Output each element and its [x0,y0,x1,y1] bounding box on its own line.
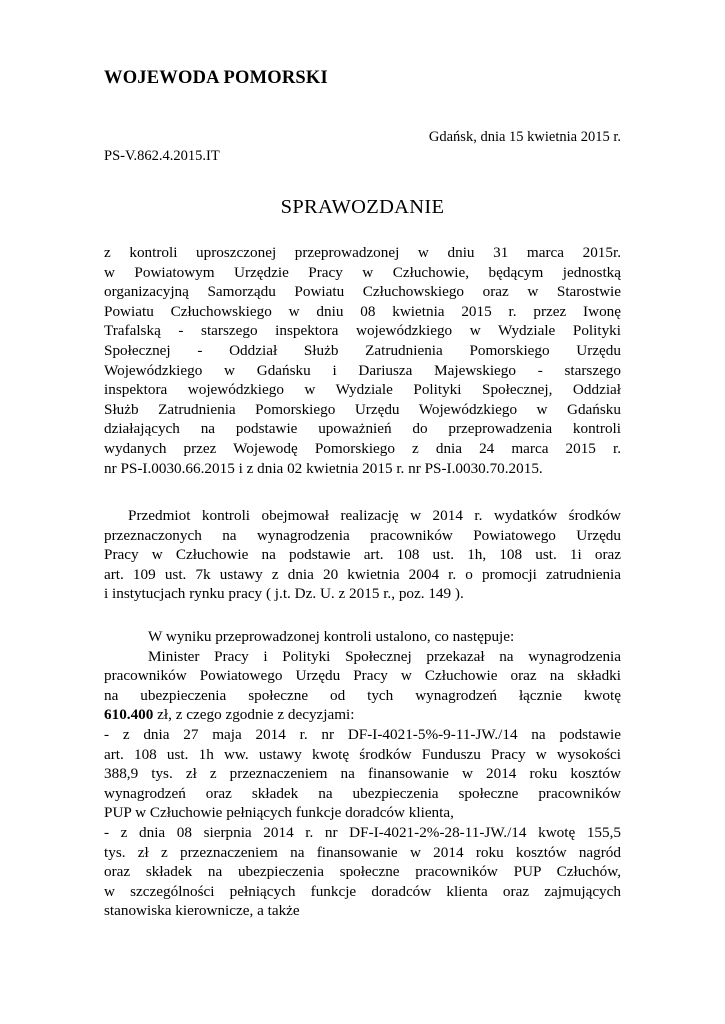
text-line: z kontroli uproszczonej przeprowadzonej w dniu 31 marca 2015r. [104,244,621,261]
amount-line [104,705,621,725]
text-line: organizacyjną Samorządu Powiatu Człuchowskiego oraz w Starostwie [104,283,621,301]
text-line: stanowiska kierownicze, a także [104,902,300,920]
text-line: - z dnia 08 sierpnia 2014 r. nr DF-I-4021-2%-28-11-JW./14 kwotę 155,5 [104,823,621,841]
text-line: przeznaczonych na wynagrodzenia pracowników Powiatowego Urzędu [104,526,621,544]
text-line: art. 109 ust. 7k ustawy z dnia 20 kwietnia 2004 r. o promocji zatrudnienia [104,565,621,583]
text-line: Społecznej - Oddział Służb Zatrudnienia Pomorskiego Urzędu [104,341,621,359]
text-line: w Powiatowym Urzędzie Pracy w Człuchowie, będącym jednostką [104,263,621,281]
text-line: tys. zł z przeznaczeniem na finansowanie w 2014 roku kosztów nagród [104,843,621,861]
text-line: działających na podstawie upoważnień do przeprowadzenia kontroli [104,420,621,438]
paragraph-findings [104,627,621,921]
text-line: pracowników Powiatowego Urzędu Pracy w Człuchowie oraz na składki [104,667,621,685]
text-line: wynagrodzeń oraz składek na ubezpieczenia społeczne pracowników [104,784,621,802]
text-line: Przedmiot kontroli obejmował realizację w 2014 r. wydatków środków [128,507,621,524]
text-line: art. 108 ust. 1h ww. ustawy kwotę środków Funduszu Pracy w wysokości [104,745,621,763]
text-line: - z dnia 27 maja 2014 r. nr DF-I-4021-5%-9-11-JW./14 na podstawie [104,725,621,743]
text-line: Powiatu Człuchowskiego w dniu 08 kwietnia 2015 r. przez Iwonę [104,302,621,320]
amount-suffix: zł, z czego zgodnie z decyzjami: [153,706,355,724]
text-line: nr PS-I.0030.66.2015 i z dnia 02 kwietnia 2015 r. nr PS-I.0030.70.2015. [104,459,543,477]
reference-number: PS-V.862.4.2015.IT [104,148,220,164]
text-line: w szczególności pełniących funkcje doradców klienta oraz zajmujących [104,882,621,900]
text-line: Służb Zatrudnienia Pomorskiego Urzędu Wojewódzkiego w Gdańsku [104,400,621,418]
text-line: oraz składek na ubezpieczenia społeczne pracowników PUP Człuchów, [104,863,621,881]
findings-intro: W wyniku przeprowadzonej kontroli ustalono, co następuje: [148,628,515,645]
paragraph-scope [104,243,621,478]
text-line: PUP w Człuchowie pełniących funkcje doradców klienta, [104,804,454,822]
text-line: wydanych przez Wojewodę Pomorskiego z dnia 24 marca 2015 r. [104,439,621,457]
text-line: na ubezpieczenia społeczne od tych wynagrodzeń łącznie kwotę [104,686,621,704]
paragraph-subject [104,506,621,604]
place-and-date: Gdańsk, dnia 15 kwietnia 2015 r. [428,129,621,145]
text-line: Minister Pracy i Polityki Społecznej przekazał na wynagrodzenia [148,647,621,665]
text-line: Pracy w Człuchowie na podstawie art. 108 ust. 1h, 108 ust. 1i oraz [104,546,621,564]
document-title: SPRAWOZDANIE [280,196,445,218]
text-line: inspektora wojewódzkiego w Wydziale Polityki Społecznej, Oddział [104,381,621,399]
issuing-authority: WOJEWODA POMORSKI [104,68,328,88]
text-line: 388,9 tys. zł z przeznaczeniem na finansowanie w 2014 roku kosztów [104,765,621,783]
text-line: Trafalską - starszego inspektora wojewódzkiego w Wydziale Polityki [104,322,621,340]
total-amount: 610.400 [104,706,154,724]
text-line: Wojewódzkiego w Gdańsku i Dariusza Majewskiego - starszego [104,361,621,379]
text-line: i instytucjach rynku pracy ( j.t. Dz. U. z 2015 r., poz. 149 ). [104,585,464,603]
